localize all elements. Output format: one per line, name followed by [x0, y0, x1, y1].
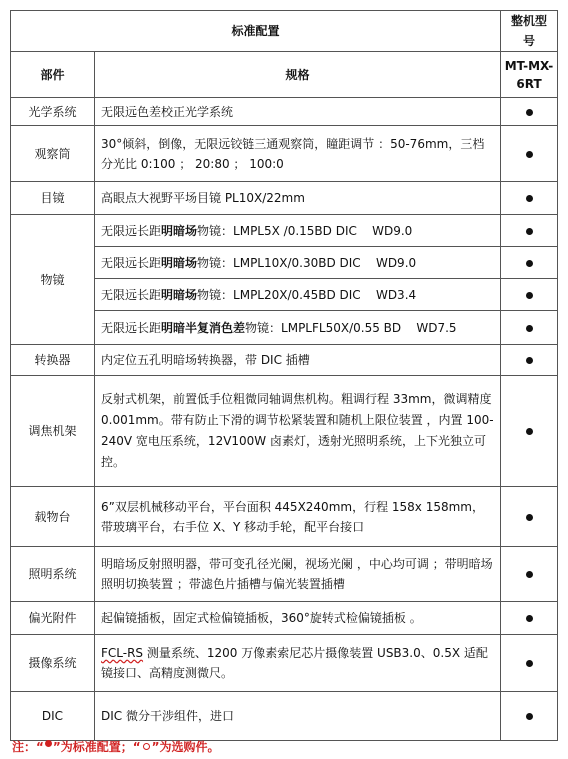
spec-bold-text: 明暗场	[161, 223, 198, 238]
part-cell: 调焦机架	[11, 376, 95, 487]
spec-cell: 起偏镜插板，固定式检偏镜插板，360°旋转式检偏镜插板 。	[95, 602, 501, 635]
note-standard-text: ”为标准配置；“	[52, 740, 141, 754]
spec-column-header: 规格	[95, 52, 501, 98]
spec-cell: 无限远色差校正光学系统	[95, 98, 501, 126]
spec-text: 测量系统、1200 万像素索尼芯片摄像装置 USB3.0、0.5X 适配镜接口、高精度测微尺。	[101, 646, 488, 680]
spec-text: 物镜：LMPL5X /0.15BD DIC WD9.0	[197, 223, 413, 238]
spec-text: 无限远长距	[101, 320, 162, 335]
standard-mark	[501, 602, 558, 635]
spec-text: 物镜：LMPL10X/0.30BD DIC WD9.0	[197, 255, 417, 270]
standard-mark	[501, 376, 558, 487]
table-row	[11, 487, 558, 547]
spec-wavy-text: FCL-RS	[101, 646, 144, 660]
table-row	[11, 692, 558, 741]
filled-dot-icon	[526, 151, 533, 158]
part-cell: 转换器	[11, 345, 95, 376]
column-header-row	[11, 52, 558, 98]
standard-mark	[501, 279, 558, 311]
spec-text: 物镜：LMPL20X/0.45BD DIC WD3.4	[197, 287, 417, 302]
part-cell: 载物台	[11, 487, 95, 547]
filled-dot-icon	[526, 615, 533, 622]
standard-mark	[501, 247, 558, 279]
table-row	[11, 215, 558, 247]
table-row	[11, 345, 558, 376]
standard-mark	[501, 487, 558, 547]
table-row	[11, 602, 558, 635]
filled-dot-icon	[526, 260, 533, 267]
filled-dot-icon	[526, 325, 533, 332]
spec-table	[10, 10, 558, 741]
spec-cell: 30°倾斜，倒像，无限远铰链三通观察筒，瞳距调节 ：50-76mm，三档分光比 0:100 ； 20:80 ； 100:0	[95, 126, 501, 182]
header-row	[11, 11, 558, 52]
part-cell: 观察筒	[11, 126, 95, 182]
part-column-header: 部件	[11, 52, 95, 98]
table-row	[11, 376, 558, 487]
standard-mark	[501, 635, 558, 692]
legend-note	[12, 739, 220, 755]
part-cell: 光学系统	[11, 98, 95, 126]
model-name: MT-MX-6RT	[501, 52, 558, 98]
part-cell: 目镜	[11, 182, 95, 215]
filled-dot-icon	[526, 713, 533, 720]
filled-dot-icon	[45, 740, 52, 747]
standard-mark	[501, 547, 558, 602]
spec-cell: 高眼点大视野平场目镜 PL10X/22mm	[95, 182, 501, 215]
spec-cell: 明暗场反射照明器，带可变孔径光阑，视场光阑 ，中心均可调 ；带明暗场照明切换装置 ；带滤色片插槽与偏光装置插槽	[95, 547, 501, 602]
model-label-header: 整机型号	[501, 11, 558, 52]
table-row	[11, 182, 558, 215]
standard-mark	[501, 98, 558, 126]
spec-cell: 6”双层机械移动平台，平台面积 445X240mm，行程 158x 158mm，带玻璃平台，右手位 X、Y 移动手轮，配平台接口	[95, 487, 501, 547]
part-cell: DIC	[11, 692, 95, 741]
spec-text: 无限远长距	[101, 255, 162, 270]
spec-cell	[95, 247, 501, 279]
filled-dot-icon	[526, 195, 533, 202]
spec-bold-text: 明暗半复消色差	[161, 320, 246, 335]
spec-cell	[95, 215, 501, 247]
spec-text: 物镜：LMPLFL50X/0.55 BD WD7.5	[245, 320, 457, 335]
filled-dot-icon	[526, 571, 533, 578]
spec-cell: DIC 微分干涉组件，进口	[95, 692, 501, 741]
spec-cell: 内定位五孔明暗场转换器，带 DIC 插槽	[95, 345, 501, 376]
standard-mark	[501, 126, 558, 182]
filled-dot-icon	[526, 292, 533, 299]
table-row	[11, 98, 558, 126]
spec-cell: 反射式机架，前置低手位粗微同轴调焦机构。粗调行程 33mm，微调精度 0.001mm。带有防止下滑的调节松紧装置和随机上限位装置 ，内置 100-240V 宽电压系统，12V100W 卤素灯，透射光照明系统，上下光独立可控。	[95, 376, 501, 487]
spec-cell	[95, 279, 501, 311]
note-prefix: 注：“	[12, 740, 44, 754]
standard-config-header: 标准配置	[11, 11, 501, 52]
standard-mark	[501, 345, 558, 376]
spec-cell	[95, 311, 501, 345]
filled-dot-icon	[526, 514, 533, 521]
part-cell: 物镜	[11, 215, 95, 345]
standard-mark	[501, 182, 558, 215]
standard-mark	[501, 692, 558, 741]
table-row	[11, 126, 558, 182]
standard-mark	[501, 215, 558, 247]
part-cell: 偏光附件	[11, 602, 95, 635]
note-optional-text: ”为选购件。	[151, 740, 220, 754]
part-cell: 照明系统	[11, 547, 95, 602]
table-row	[11, 547, 558, 602]
spec-bold-text: 明暗场	[161, 255, 198, 270]
filled-dot-icon	[526, 357, 533, 364]
spec-text: 无限远长距	[101, 287, 162, 302]
part-cell: 摄像系统	[11, 635, 95, 692]
filled-dot-icon	[526, 228, 533, 235]
filled-dot-icon	[526, 660, 533, 667]
table-row	[11, 635, 558, 692]
spec-text: 无限远长距	[101, 223, 162, 238]
spec-bold-text: 明暗场	[161, 287, 198, 302]
filled-dot-icon	[526, 428, 533, 435]
standard-mark	[501, 311, 558, 345]
hollow-circle-icon	[143, 743, 150, 750]
spec-cell	[95, 635, 501, 692]
filled-dot-icon	[526, 109, 533, 116]
